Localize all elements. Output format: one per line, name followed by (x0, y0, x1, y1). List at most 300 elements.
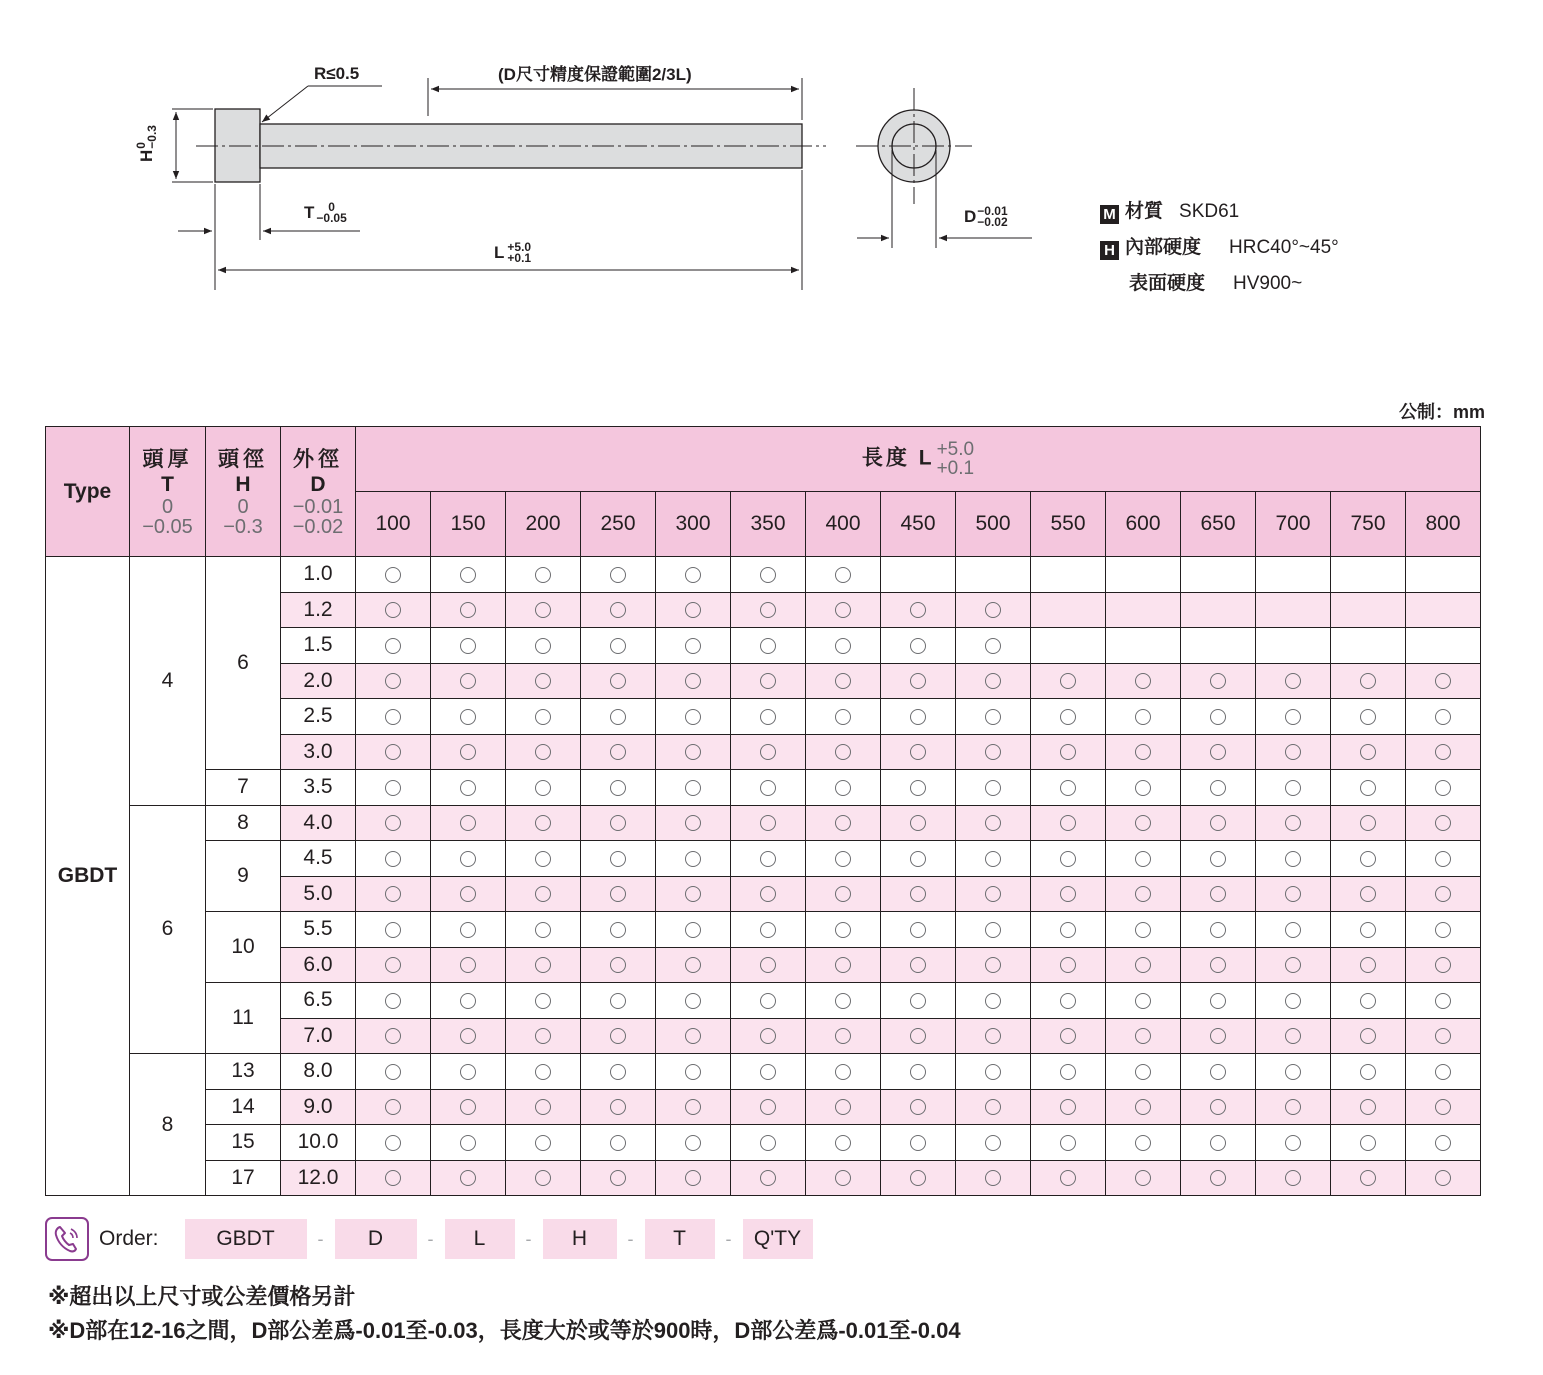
available-mark-icon (685, 993, 701, 1009)
available-mark-icon (1060, 673, 1076, 689)
availability-cell (731, 947, 806, 983)
available-mark-icon (1285, 957, 1301, 973)
availability-cell (806, 557, 881, 593)
available-mark-icon (1360, 815, 1376, 831)
availability-cell (731, 1160, 806, 1196)
availability-cell (581, 734, 656, 770)
available-mark-icon (1435, 673, 1451, 689)
availability-cell (1331, 1160, 1406, 1196)
available-mark-icon (610, 1135, 626, 1151)
available-mark-icon (760, 851, 776, 867)
availability-cell (956, 1125, 1031, 1161)
availability-cell (1181, 557, 1256, 593)
availability-cell (806, 1018, 881, 1054)
available-mark-icon (910, 1064, 926, 1080)
availability-cell (731, 1054, 806, 1090)
availability-cell (1256, 912, 1331, 948)
available-mark-icon (835, 1099, 851, 1115)
available-mark-icon (760, 638, 776, 654)
available-mark-icon (985, 1170, 1001, 1186)
availability-cell (731, 983, 806, 1019)
availability-cell (956, 1160, 1031, 1196)
available-mark-icon (985, 1135, 1001, 1151)
phone-icon (45, 1217, 89, 1261)
available-mark-icon (760, 1064, 776, 1080)
available-mark-icon (1285, 709, 1301, 725)
available-mark-icon (610, 993, 626, 1009)
available-mark-icon (460, 993, 476, 1009)
availability-cell (1106, 1018, 1181, 1054)
availability-cell (806, 983, 881, 1019)
availability-cell (1106, 770, 1181, 806)
available-mark-icon (910, 602, 926, 618)
available-mark-icon (1210, 886, 1226, 902)
available-mark-icon (910, 993, 926, 1009)
available-mark-icon (760, 673, 776, 689)
available-mark-icon (385, 780, 401, 796)
availability-cell (1181, 1125, 1256, 1161)
available-mark-icon (385, 709, 401, 725)
available-mark-icon (835, 957, 851, 973)
table-row (46, 983, 1481, 1019)
order-field-0: GBDT (185, 1219, 307, 1259)
availability-cell (1031, 805, 1106, 841)
available-mark-icon (1135, 1099, 1151, 1115)
table-row (46, 1125, 1481, 1161)
available-mark-icon (1360, 1099, 1376, 1115)
availability-cell (1331, 805, 1406, 841)
availability-cell (431, 557, 506, 593)
availability-cell (581, 805, 656, 841)
availability-cell (581, 1125, 656, 1161)
available-mark-icon (1285, 1028, 1301, 1044)
available-mark-icon (835, 1135, 851, 1151)
available-mark-icon (460, 673, 476, 689)
availability-cell (581, 876, 656, 912)
length-col-700: 700 (1256, 492, 1331, 557)
order-field-2: L (445, 1219, 515, 1259)
available-mark-icon (1210, 1135, 1226, 1151)
available-mark-icon (910, 1099, 926, 1115)
available-mark-icon (385, 815, 401, 831)
availability-cell (731, 557, 806, 593)
length-col-150: 150 (431, 492, 506, 557)
availability-cell (1406, 1125, 1481, 1161)
available-mark-icon (685, 1099, 701, 1115)
d-cell: 10.0 (281, 1125, 356, 1161)
available-mark-icon (1210, 709, 1226, 725)
availability-cell (1106, 628, 1181, 664)
available-mark-icon (685, 744, 701, 760)
availability-cell (356, 1089, 431, 1125)
availability-cell (1331, 663, 1406, 699)
available-mark-icon (685, 638, 701, 654)
available-mark-icon (685, 957, 701, 973)
h-cell: 17 (206, 1160, 281, 1196)
availability-cell (1031, 557, 1106, 593)
t-cell: 6 (130, 805, 206, 1054)
d-cell: 1.0 (281, 557, 356, 593)
available-mark-icon (610, 957, 626, 973)
available-mark-icon (460, 780, 476, 796)
available-mark-icon (910, 780, 926, 796)
available-mark-icon (385, 1028, 401, 1044)
available-mark-icon (835, 1028, 851, 1044)
available-mark-icon (685, 922, 701, 938)
available-mark-icon (1285, 1135, 1301, 1151)
d-cell: 1.2 (281, 592, 356, 628)
available-mark-icon (1210, 922, 1226, 938)
availability-cell (1256, 947, 1331, 983)
availability-cell (1181, 983, 1256, 1019)
availability-cell (1031, 983, 1106, 1019)
available-mark-icon (385, 957, 401, 973)
availability-cell (1331, 983, 1406, 1019)
availability-cell (1031, 628, 1106, 664)
availability-cell (656, 1089, 731, 1125)
available-mark-icon (1135, 1135, 1151, 1151)
note-1: ※超出以上尺寸或公差價格另計 (48, 1284, 356, 1309)
availability-cell (1256, 1160, 1331, 1196)
available-mark-icon (685, 1028, 701, 1044)
availability-cell (1106, 947, 1181, 983)
available-mark-icon (1285, 993, 1301, 1009)
availability-cell (1256, 734, 1331, 770)
available-mark-icon (1435, 709, 1451, 725)
availability-cell (1406, 557, 1481, 593)
availability-cell (581, 1054, 656, 1090)
availability-cell (356, 912, 431, 948)
available-mark-icon (1135, 1028, 1151, 1044)
available-mark-icon (535, 709, 551, 725)
available-mark-icon (1210, 780, 1226, 796)
available-mark-icon (535, 815, 551, 831)
unit-note: 公制：mm (1398, 402, 1485, 422)
available-mark-icon (910, 886, 926, 902)
available-mark-icon (910, 638, 926, 654)
availability-cell (1406, 983, 1481, 1019)
availability-cell (656, 592, 731, 628)
availability-cell (731, 770, 806, 806)
availability-cell (881, 1125, 956, 1161)
available-mark-icon (685, 709, 701, 725)
available-mark-icon (1060, 815, 1076, 831)
availability-cell (1256, 1054, 1331, 1090)
availability-cell (1106, 841, 1181, 877)
available-mark-icon (760, 815, 776, 831)
available-mark-icon (985, 709, 1001, 725)
available-mark-icon (385, 922, 401, 938)
available-mark-icon (1135, 851, 1151, 867)
d-cell: 5.5 (281, 912, 356, 948)
availability-cell (506, 805, 581, 841)
available-mark-icon (1060, 744, 1076, 760)
availability-cell (356, 770, 431, 806)
availability-cell (956, 805, 1031, 841)
availability-cell (581, 912, 656, 948)
available-mark-icon (535, 957, 551, 973)
material-spec: M 材質 SKD61 (1100, 196, 1239, 224)
availability-cell (1331, 557, 1406, 593)
availability-cell (1331, 841, 1406, 877)
d-cell: 2.0 (281, 663, 356, 699)
availability-cell (431, 1125, 506, 1161)
available-mark-icon (1285, 1064, 1301, 1080)
availability-cell (1106, 1160, 1181, 1196)
available-mark-icon (910, 851, 926, 867)
available-mark-icon (835, 815, 851, 831)
availability-cell (731, 912, 806, 948)
available-mark-icon (910, 1135, 926, 1151)
d-cell: 5.0 (281, 876, 356, 912)
availability-cell (881, 592, 956, 628)
availability-cell (1106, 734, 1181, 770)
d-cell: 3.5 (281, 770, 356, 806)
length-header: 長度 L +5.0 +0.1 (356, 427, 1481, 492)
availability-cell (1406, 734, 1481, 770)
available-mark-icon (385, 1170, 401, 1186)
availability-cell (581, 628, 656, 664)
d-cell: 2.5 (281, 699, 356, 735)
availability-cell (881, 841, 956, 877)
available-mark-icon (835, 673, 851, 689)
available-mark-icon (985, 993, 1001, 1009)
length-col-750: 750 (1331, 492, 1406, 557)
availability-cell (656, 557, 731, 593)
available-mark-icon (610, 886, 626, 902)
available-mark-icon (1210, 1028, 1226, 1044)
h-cell: 11 (206, 983, 281, 1054)
available-mark-icon (1210, 957, 1226, 973)
available-mark-icon (985, 957, 1001, 973)
available-mark-icon (610, 851, 626, 867)
availability-cell (431, 734, 506, 770)
availability-cell (1106, 1054, 1181, 1090)
order-separator: - (627, 1228, 634, 1249)
t-dimension-label: T 0 −0.05 (304, 200, 347, 225)
availability-cell (1406, 1089, 1481, 1125)
availability-cell (581, 699, 656, 735)
material-icon: M (1100, 205, 1119, 224)
availability-cell (656, 1125, 731, 1161)
availability-cell (431, 983, 506, 1019)
availability-cell (1256, 983, 1331, 1019)
availability-cell (731, 1125, 806, 1161)
available-mark-icon (760, 602, 776, 618)
available-mark-icon (385, 638, 401, 654)
available-mark-icon (1435, 1028, 1451, 1044)
d-cell: 8.0 (281, 1054, 356, 1090)
availability-cell (1031, 592, 1106, 628)
available-mark-icon (1285, 886, 1301, 902)
availability-cell (1106, 805, 1181, 841)
available-mark-icon (985, 744, 1001, 760)
available-mark-icon (460, 1099, 476, 1115)
availability-cell (656, 841, 731, 877)
availability-cell (581, 592, 656, 628)
availability-cell (356, 628, 431, 664)
availability-cell (1106, 1089, 1181, 1125)
availability-cell (656, 1054, 731, 1090)
availability-cell (1406, 628, 1481, 664)
h-cell: 6 (206, 557, 281, 770)
availability-cell (356, 947, 431, 983)
available-mark-icon (760, 1099, 776, 1115)
available-mark-icon (1060, 851, 1076, 867)
availability-cell (1406, 947, 1481, 983)
available-mark-icon (1135, 673, 1151, 689)
available-mark-icon (460, 709, 476, 725)
availability-cell (731, 1089, 806, 1125)
available-mark-icon (1360, 993, 1376, 1009)
col-h-header: 頭徑 H 0 −0.3 (206, 427, 281, 557)
availability-cell (881, 1054, 956, 1090)
availability-cell (506, 557, 581, 593)
available-mark-icon (460, 744, 476, 760)
available-mark-icon (460, 1170, 476, 1186)
table-row (46, 770, 1481, 806)
availability-cell (506, 841, 581, 877)
availability-cell (1256, 699, 1331, 735)
available-mark-icon (1360, 673, 1376, 689)
available-mark-icon (835, 567, 851, 583)
available-mark-icon (535, 1170, 551, 1186)
availability-cell (956, 1089, 1031, 1125)
availability-cell (1331, 628, 1406, 664)
available-mark-icon (685, 1170, 701, 1186)
available-mark-icon (760, 780, 776, 796)
availability-cell (506, 947, 581, 983)
availability-cell (956, 734, 1031, 770)
available-mark-icon (610, 922, 626, 938)
col-d-header: 外徑 D −0.01 −0.02 (281, 427, 356, 557)
h-cell: 8 (206, 805, 281, 841)
availability-cell (1331, 699, 1406, 735)
availability-cell (1181, 734, 1256, 770)
availability-cell (1031, 1160, 1106, 1196)
available-mark-icon (1210, 673, 1226, 689)
available-mark-icon (760, 957, 776, 973)
availability-cell (1331, 770, 1406, 806)
available-mark-icon (760, 1135, 776, 1151)
available-mark-icon (1360, 886, 1376, 902)
availability-cell (956, 628, 1031, 664)
availability-cell (1256, 628, 1331, 664)
availability-cell (1256, 1125, 1331, 1161)
available-mark-icon (1060, 1135, 1076, 1151)
available-mark-icon (1285, 780, 1301, 796)
col-t-header: 頭厚 T 0 −0.05 (130, 427, 206, 557)
availability-cell (881, 734, 956, 770)
available-mark-icon (1360, 1135, 1376, 1151)
availability-cell (806, 805, 881, 841)
availability-cell (506, 983, 581, 1019)
availability-cell (581, 1018, 656, 1054)
availability-cell (1181, 1160, 1256, 1196)
length-col-350: 350 (731, 492, 806, 557)
available-mark-icon (835, 1064, 851, 1080)
available-mark-icon (1435, 993, 1451, 1009)
available-mark-icon (1060, 1099, 1076, 1115)
availability-cell (581, 663, 656, 699)
availability-cell (1106, 876, 1181, 912)
d-cell: 4.0 (281, 805, 356, 841)
available-mark-icon (1135, 744, 1151, 760)
available-mark-icon (685, 1064, 701, 1080)
order-field-3: H (543, 1219, 617, 1259)
d-cell: 6.0 (281, 947, 356, 983)
available-mark-icon (610, 1170, 626, 1186)
available-mark-icon (535, 602, 551, 618)
availability-cell (956, 770, 1031, 806)
availability-cell (506, 699, 581, 735)
d-cell: 6.5 (281, 983, 356, 1019)
availability-cell (1331, 734, 1406, 770)
available-mark-icon (535, 673, 551, 689)
availability-cell (1106, 592, 1181, 628)
availability-cell (956, 699, 1031, 735)
available-mark-icon (610, 1099, 626, 1115)
availability-cell (956, 841, 1031, 877)
size-table (45, 426, 1481, 1196)
availability-cell (356, 1054, 431, 1090)
available-mark-icon (460, 851, 476, 867)
availability-cell (1181, 663, 1256, 699)
available-mark-icon (760, 1170, 776, 1186)
available-mark-icon (910, 957, 926, 973)
available-mark-icon (1285, 744, 1301, 760)
availability-cell (1256, 841, 1331, 877)
available-mark-icon (610, 744, 626, 760)
available-mark-icon (1435, 1170, 1451, 1186)
availability-cell (731, 841, 806, 877)
available-mark-icon (985, 922, 1001, 938)
available-mark-icon (1360, 1170, 1376, 1186)
l-dimension-label: L +5.0 +0.1 (494, 240, 532, 265)
availability-cell (506, 628, 581, 664)
available-mark-icon (1360, 1028, 1376, 1044)
availability-cell (581, 1160, 656, 1196)
availability-cell (1406, 1160, 1481, 1196)
available-mark-icon (535, 567, 551, 583)
available-mark-icon (1435, 1135, 1451, 1151)
availability-cell (881, 805, 956, 841)
availability-cell (731, 805, 806, 841)
table-row (46, 841, 1481, 877)
availability-cell (1181, 628, 1256, 664)
availability-cell (656, 912, 731, 948)
available-mark-icon (1435, 815, 1451, 831)
availability-cell (431, 1054, 506, 1090)
order-field-5: Q'TY (743, 1219, 813, 1259)
available-mark-icon (385, 1064, 401, 1080)
available-mark-icon (835, 851, 851, 867)
available-mark-icon (535, 744, 551, 760)
availability-cell (806, 1125, 881, 1161)
available-mark-icon (610, 1064, 626, 1080)
availability-cell (1331, 592, 1406, 628)
availability-cell (1181, 592, 1256, 628)
available-mark-icon (460, 886, 476, 902)
hardness-icon: H (1100, 241, 1119, 260)
available-mark-icon (985, 1028, 1001, 1044)
availability-cell (881, 557, 956, 593)
availability-cell (581, 983, 656, 1019)
h-cell: 7 (206, 770, 281, 806)
available-mark-icon (1135, 957, 1151, 973)
availability-cell (1406, 841, 1481, 877)
available-mark-icon (835, 922, 851, 938)
